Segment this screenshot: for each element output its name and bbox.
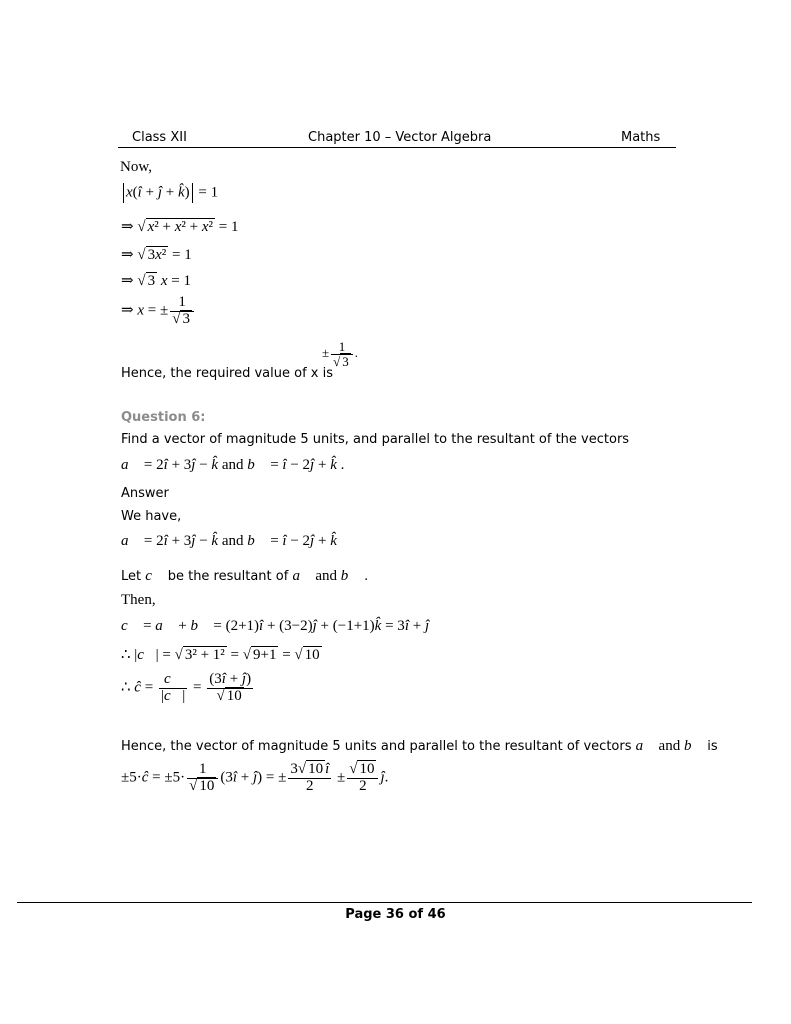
conclusion-text: Hence, the required value of x is (121, 366, 334, 381)
page-number: Page 36 of 46 (345, 907, 446, 922)
final-text: Hence, the vector of magnitude 5 units and parallel to the resultant of vectors a⃗ and b⃗ is (121, 738, 718, 754)
eq-final: ±5·ĉ = ±5· $\frac{1}{√ 10}$ (3î + ĵ) = ± $\frac{3√ 10 î}{2}$ ± $\frac{√ 10}{2}$ ĵ. (121, 761, 389, 794)
eq-step1: x(î + ĵ + k̂) = 1 (121, 183, 218, 203)
let-text: Let c⃗ be the resultant of a⃗ and b⃗ . (121, 568, 369, 584)
header-rule (118, 147, 676, 148)
question-vectors: a⃗ = 2î + 3ĵ − k̂ and b⃗ = î − 2ĵ + k̂ . (121, 457, 345, 473)
eq-step2: ⇒ √ x² + x² + x² = 1 (121, 219, 239, 235)
question-title: Question 6: (121, 410, 206, 425)
then-label: Then, (121, 592, 156, 608)
we-have-text: We have, (121, 509, 182, 524)
eq-step3: ⇒ √ 3x² = 1 (121, 247, 192, 263)
eq-c-mag: ∴ |c⃗| = √ 3² + 1² = √ 9+1 = √ 10 (121, 647, 320, 663)
header-chapter: Chapter 10 – Vector Algebra (308, 130, 492, 145)
eq-step5: ⇒ x = ± $\frac{1}{√ 3}$ (121, 295, 196, 328)
eq-step4: ⇒ √ 3 x = 1 (121, 273, 191, 289)
footer-rule (17, 902, 752, 903)
header-subject: Maths (621, 130, 661, 145)
header-class: Class XII (132, 130, 187, 145)
answer-vectors: a⃗ = 2î + 3ĵ − k̂ and b⃗ = î − 2ĵ + k̂ (121, 533, 337, 549)
conclusion-value: ± $\frac{1}{√ 3}$ . (322, 339, 359, 369)
eq-c-sum: c⃗ = a⃗ + b⃗ = (2+1)î + (3−2)ĵ + (−1+1)k̂ = 3î + ĵ (121, 618, 430, 634)
question-text: Find a vector of magnitude 5 units, and parallel to the resultant of the vectors (121, 432, 630, 447)
answer-label: Answer (121, 486, 169, 501)
now-label: Now, (120, 159, 152, 175)
eq-c-hat: ∴ ĉ = $\frac{c⃗}{|c⃗|}$ = $\frac{(3î + ĵ)}{√ 10}$ (121, 671, 252, 704)
